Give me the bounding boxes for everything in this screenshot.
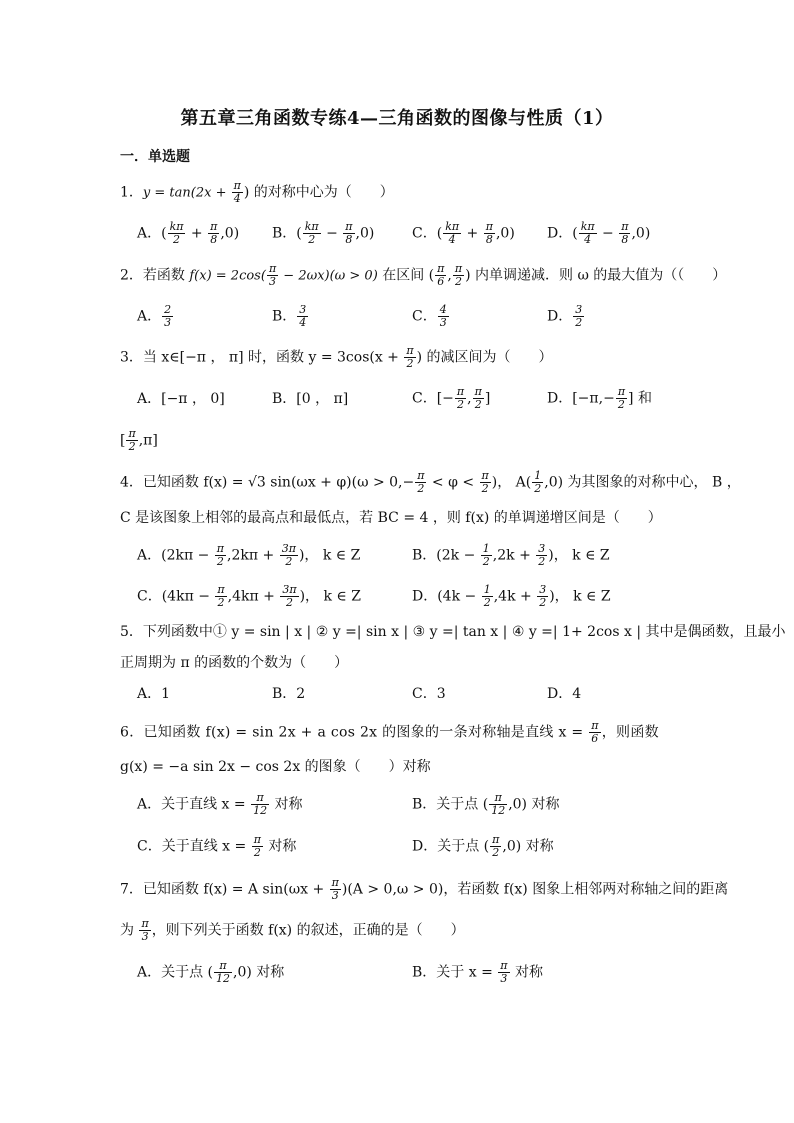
question-3-option-a: A．[−π ， 0] [137,391,225,407]
question-6-stem-line-2: g(x) = −a sin 2x − cos 2x 的图象（ ）对称 [120,759,431,775]
question-5-option-d: D．4 [547,686,582,702]
question-3-option-b: B．[0 ， π] [272,391,349,407]
question-3-option-d-continued: [ $\frac{\pi}{2}$ ,π] [120,427,158,453]
question-6-option-c: C．关于直线 x = $\frac{\pi}{2}$ 对称 [137,833,297,859]
question-4-stem-line-2: C 是该图象上相邻的最高点和最低点，若 BC = 4 ，则 f(x) 的单调递增区间是（ ） [120,510,662,526]
question-7-stem-line-1: 7．已知函数 f(x) = A sin(ωx + $\frac{\pi}{3}$ )(A > 0,ω > 0)，若函数 f(x) 图象上相邻两对称轴之间的距离 [120,876,729,902]
stem-text: ) 的对称中心为（ ） [243,184,394,201]
page-title: 第五章三角函数专练4—三角函数的图像与性质（1） [180,108,614,129]
question-1-option-d: D．( $\frac{k\pi}{4}$ − $\frac{\pi}{8}$ ,0) [547,220,651,246]
question-3-option-c: C．[− $\frac{\pi}{2}$ , $\frac{\pi}{2}$ ] [412,385,491,411]
question-7-option-b: B．关于 x = $\frac{\pi}{3}$ 对称 [412,959,543,985]
question-6-stem-line-1: 6．已知函数 f(x) = sin 2x + a cos 2x 的图象的一条对称轴是直线 x = $\frac{\pi}{6}$ ，则函数 [120,719,659,745]
question-5-option-b: B．2 [272,686,306,702]
question-6-option-d: D．关于点 ( $\frac{\pi}{2}$ ,0) 对称 [412,833,554,859]
question-1-option-a: A．( $\frac{k\pi}{2}$ + $\frac{\pi}{8}$ ,0) [137,220,240,246]
question-7-stem-line-2: 为 $\frac{\pi}{3}$ ，则下列关于函数 f(x) 的叙述，正确的是（ ） [120,917,465,943]
question-6-option-a: A．关于直线 x = $\frac{\pi}{12}$ 对称 [137,791,303,817]
question-5-option-c: C．3 [412,686,446,702]
question-4-stem-line-1: 4．已知函数 f(x) = √3 sin(ωx + φ)(ω > 0,− $\frac{\pi}{2}$ < φ < $\frac{\pi}{2}$ )， A( $\frac{1}{2}$ ,0) 为其图象的对称中心， B ， [120,469,741,495]
formula: y = tan(2x + [142,185,231,201]
question-2-option-b: B． $\frac{3}{4}$ [272,303,307,329]
question-6-option-b: B．关于点 ( $\frac{\pi}{12}$ ,0) 对称 [412,791,560,817]
question-2-option-d: D． $\frac{3}{2}$ [547,303,583,329]
fraction: $\frac{\pi}{4}$ [233,179,241,205]
question-7-option-a: A．关于点 ( $\frac{\pi}{12}$ ,0) 对称 [137,959,285,985]
question-2-option-a: A． $\frac{2}{3}$ [137,303,172,329]
question-4-option-b: B．(2k − $\frac{1}{2}$ ,2k + $\frac{3}{2}$ )， k ∈ Z [412,542,610,568]
question-4-option-a: A．(2kπ − $\frac{\pi}{2}$ ,2kπ + $\frac{3\pi}{2}$ )， k ∈ Z [137,542,361,568]
question-5-stem-line-1: 5．下列函数中① y = sin | x | ② y =| sin x | ③ y =| tan x | ④ y =| 1+ 2cos x | 其中是偶函数，且最小 [120,624,786,640]
question-2-stem: 2．若函数 f(x) = 2cos( $\frac{\pi}{3}$ − 2ωx)(ω > 0) 在区间 ( $\frac{\pi}{6}$ , $\frac{\pi}{2}$ ) 内单调递减．则 ω 的最大值为（（ ） [120,262,727,288]
question-1-option-b: B．( $\frac{k\pi}{2}$ − $\frac{\pi}{8}$ ,0) [272,220,375,246]
question-1-stem [120,180,394,205]
question-3-stem: 3．当 x∈[−π ， π] 时，函数 y = 3cos(x + $\frac{\pi}{2}$ ) 的减区间为（ ） [120,344,553,370]
question-1-option-c: C．( $\frac{k\pi}{4}$ + $\frac{\pi}{8}$ ,0) [412,220,515,246]
question-3-option-d: D．[−π,− $\frac{\pi}{2}$ ] 和 [547,385,652,411]
question-4-option-d: D．(4k − $\frac{1}{2}$ ,4k + $\frac{3}{2}$ )， k ∈ Z [412,583,611,609]
question-5-option-a: A．1 [137,686,171,702]
question-5-stem-line-2: 正周期为 π 的函数的个数为（ ） [120,655,349,671]
section-heading: 一．单选题 [120,149,190,165]
question-4-option-c: C．(4kπ − $\frac{\pi}{2}$ ,4kπ + $\frac{3\pi}{2}$ )， k ∈ Z [137,583,361,609]
question-2-option-c: C． $\frac{4}{3}$ [412,303,447,329]
question-number: 1． [120,184,143,201]
